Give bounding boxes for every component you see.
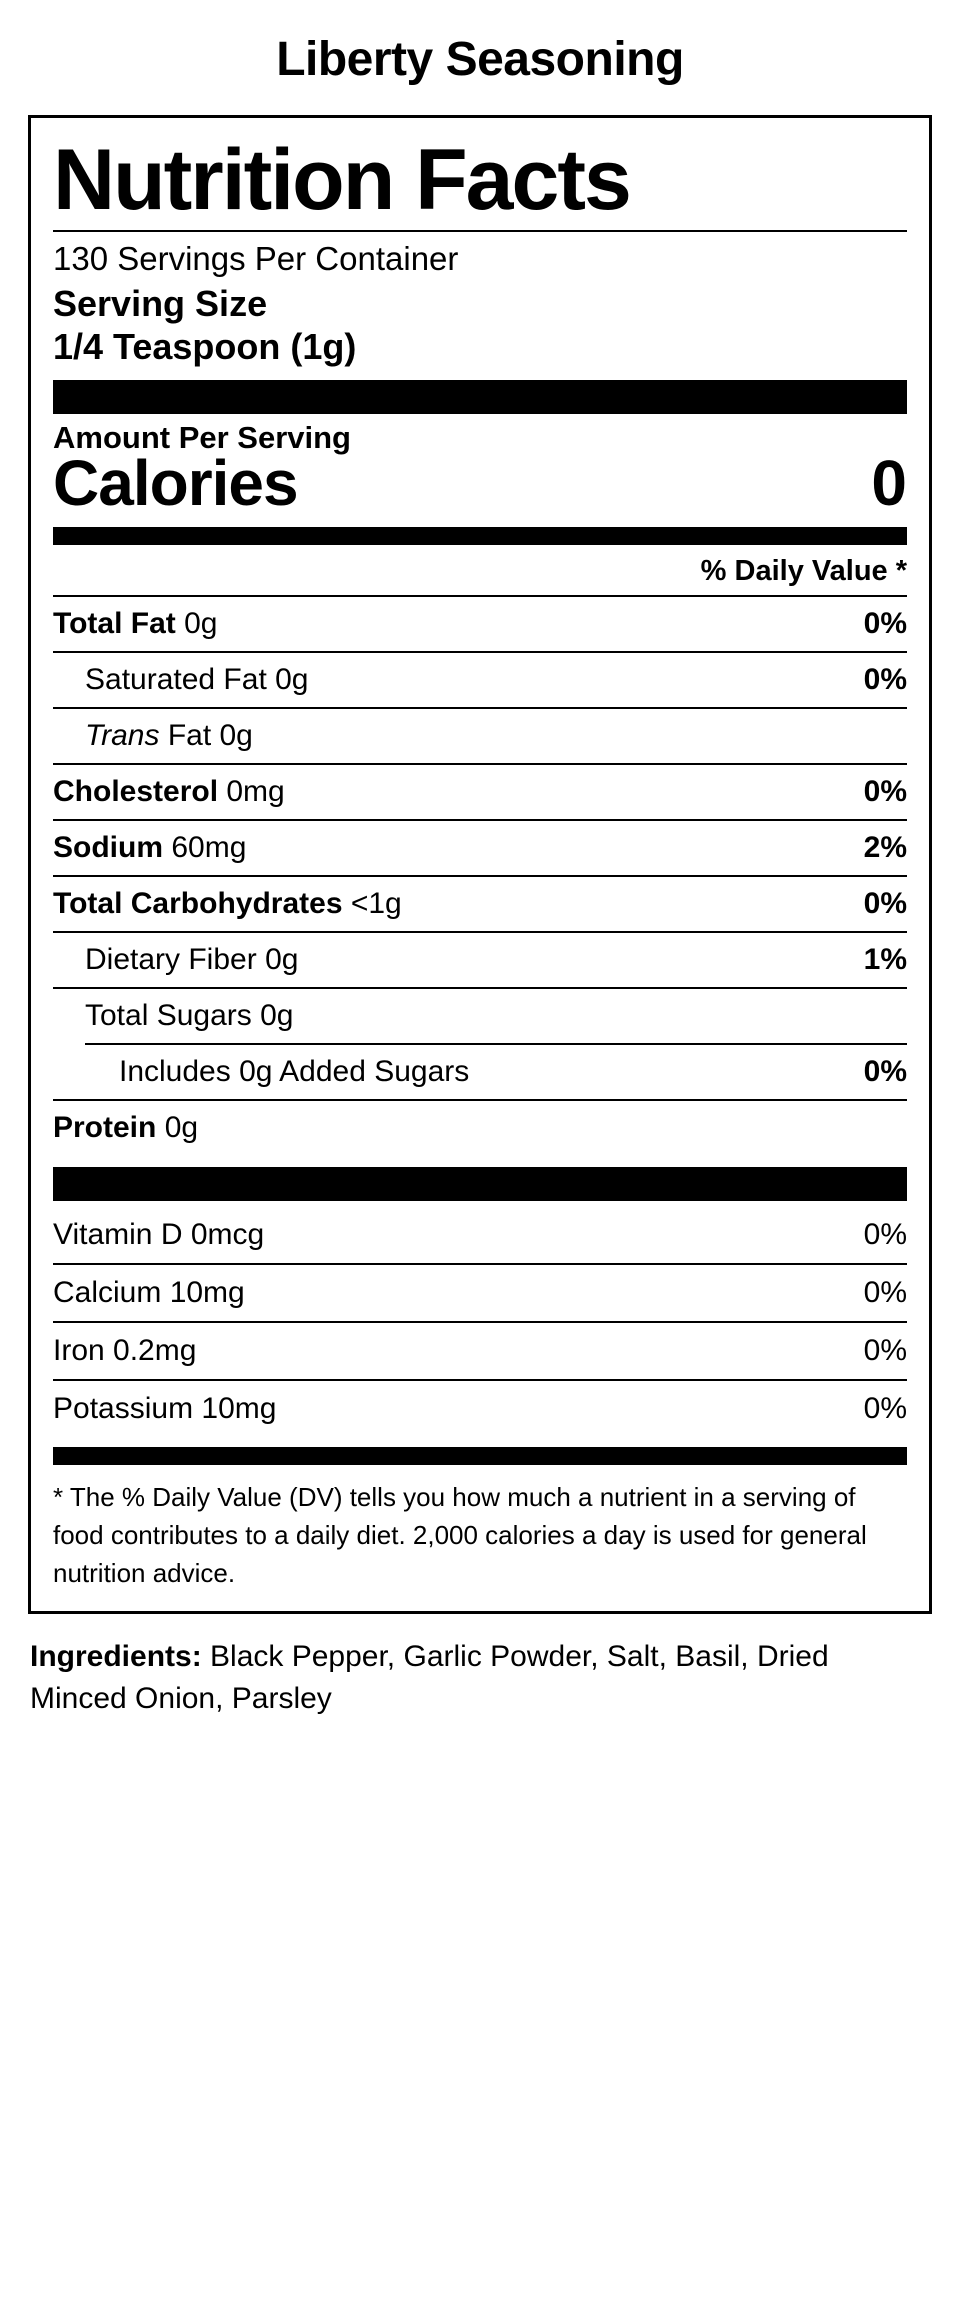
table-row	[53, 931, 907, 987]
nutrient-value: 0g Added Sugars	[239, 1055, 470, 1089]
nutrient-dv: 1%	[863, 943, 907, 977]
table-row	[53, 595, 907, 651]
table-row	[53, 875, 907, 931]
servings-per-container: 130 Servings Per Container	[53, 240, 459, 278]
table-row	[53, 1379, 907, 1437]
nutrient-value: Fat 0g	[167, 719, 253, 753]
table-row	[53, 707, 907, 763]
nutrient-value: <1g	[350, 887, 402, 921]
nutrient-dv: 0%	[863, 1055, 907, 1089]
nutrition-facts-panel	[28, 115, 932, 1614]
nutrient-value: 0g	[164, 1111, 199, 1145]
nutrient-value: 0g	[265, 943, 299, 977]
nutrient-name: Sodium	[53, 831, 163, 865]
nutrient-value: 0g	[184, 607, 218, 641]
nutrition-facts-heading: Nutrition Facts	[53, 131, 630, 228]
nutrient-name: Includes	[119, 1055, 231, 1089]
thick-divider-vitamins	[53, 1167, 907, 1201]
nutrient-name: Total Sugars	[85, 999, 252, 1033]
ingredients-text: Black Pepper, Garlic Powder, Salt, Basil, Dried Minced Onion, Parsley	[30, 1639, 829, 1715]
vitamin-dv: 0%	[863, 1276, 907, 1310]
nutrient-name: Cholesterol	[53, 775, 219, 809]
vitamin-name: Iron 0.2mg	[53, 1334, 197, 1368]
nutrient-name: Total Carbohydrates	[53, 887, 343, 921]
table-row	[53, 1207, 907, 1263]
calories-label: Calories	[53, 447, 298, 520]
daily-value-footnote: * The % Daily Value (DV) tells you how much a nutrient in a serving of food contributes to a daily diet. 2,000 calories a day is used for general nutrition advice.	[53, 1482, 867, 1588]
page-title: Liberty Seasoning	[276, 33, 684, 86]
nutrient-value: 0g	[275, 663, 309, 697]
nutrient-name: Protein	[53, 1111, 157, 1145]
vitamin-name: Vitamin D 0mcg	[53, 1218, 265, 1252]
thick-divider-top	[53, 380, 907, 414]
calories-row	[53, 447, 907, 520]
divider-under-heading	[53, 230, 907, 232]
serving-size-value: 1/4 Teaspoon (1g)	[53, 325, 357, 367]
nutrient-dv: 0%	[863, 663, 907, 697]
daily-value-header: % Daily Value *	[700, 555, 907, 588]
vitamin-name: Calcium 10mg	[53, 1276, 245, 1310]
table-row	[53, 1321, 907, 1379]
nutrient-name: Total Fat	[53, 607, 176, 641]
nutrient-name: Saturated Fat	[85, 663, 267, 697]
nutrient-dv: 0%	[863, 887, 907, 921]
divider-added-sugars	[85, 1043, 907, 1099]
nutrient-dv: 0%	[863, 775, 907, 809]
vitamin-name: Potassium 10mg	[53, 1392, 277, 1426]
divider-under-calories	[53, 527, 907, 545]
vitamin-dv: 0%	[863, 1334, 907, 1368]
nutrient-name: Trans	[85, 719, 160, 753]
nutrient-value: 0g	[260, 999, 294, 1033]
calories-value: 0	[871, 447, 907, 520]
nutrient-dv: 0%	[863, 607, 907, 641]
table-row	[53, 987, 907, 1043]
ingredients-label: Ingredients:	[30, 1639, 202, 1673]
table-row	[53, 819, 907, 875]
serving-size-label: Serving Size	[53, 283, 268, 325]
table-row	[85, 1043, 907, 1099]
ingredients-section	[30, 1636, 930, 1720]
table-row	[53, 1263, 907, 1321]
amount-per-serving-label: Amount Per Serving	[53, 420, 351, 456]
table-row	[53, 1099, 907, 1155]
nutrient-value: 0mg	[226, 775, 285, 809]
table-row	[53, 651, 907, 707]
vitamin-dv: 0%	[863, 1392, 907, 1426]
divider-above-footnote	[53, 1447, 907, 1465]
table-row	[53, 763, 907, 819]
nutrient-name: Dietary Fiber	[85, 943, 257, 977]
nutrient-value: 60mg	[171, 831, 247, 865]
nutrient-dv: 2%	[863, 831, 907, 865]
vitamin-dv: 0%	[863, 1218, 907, 1252]
